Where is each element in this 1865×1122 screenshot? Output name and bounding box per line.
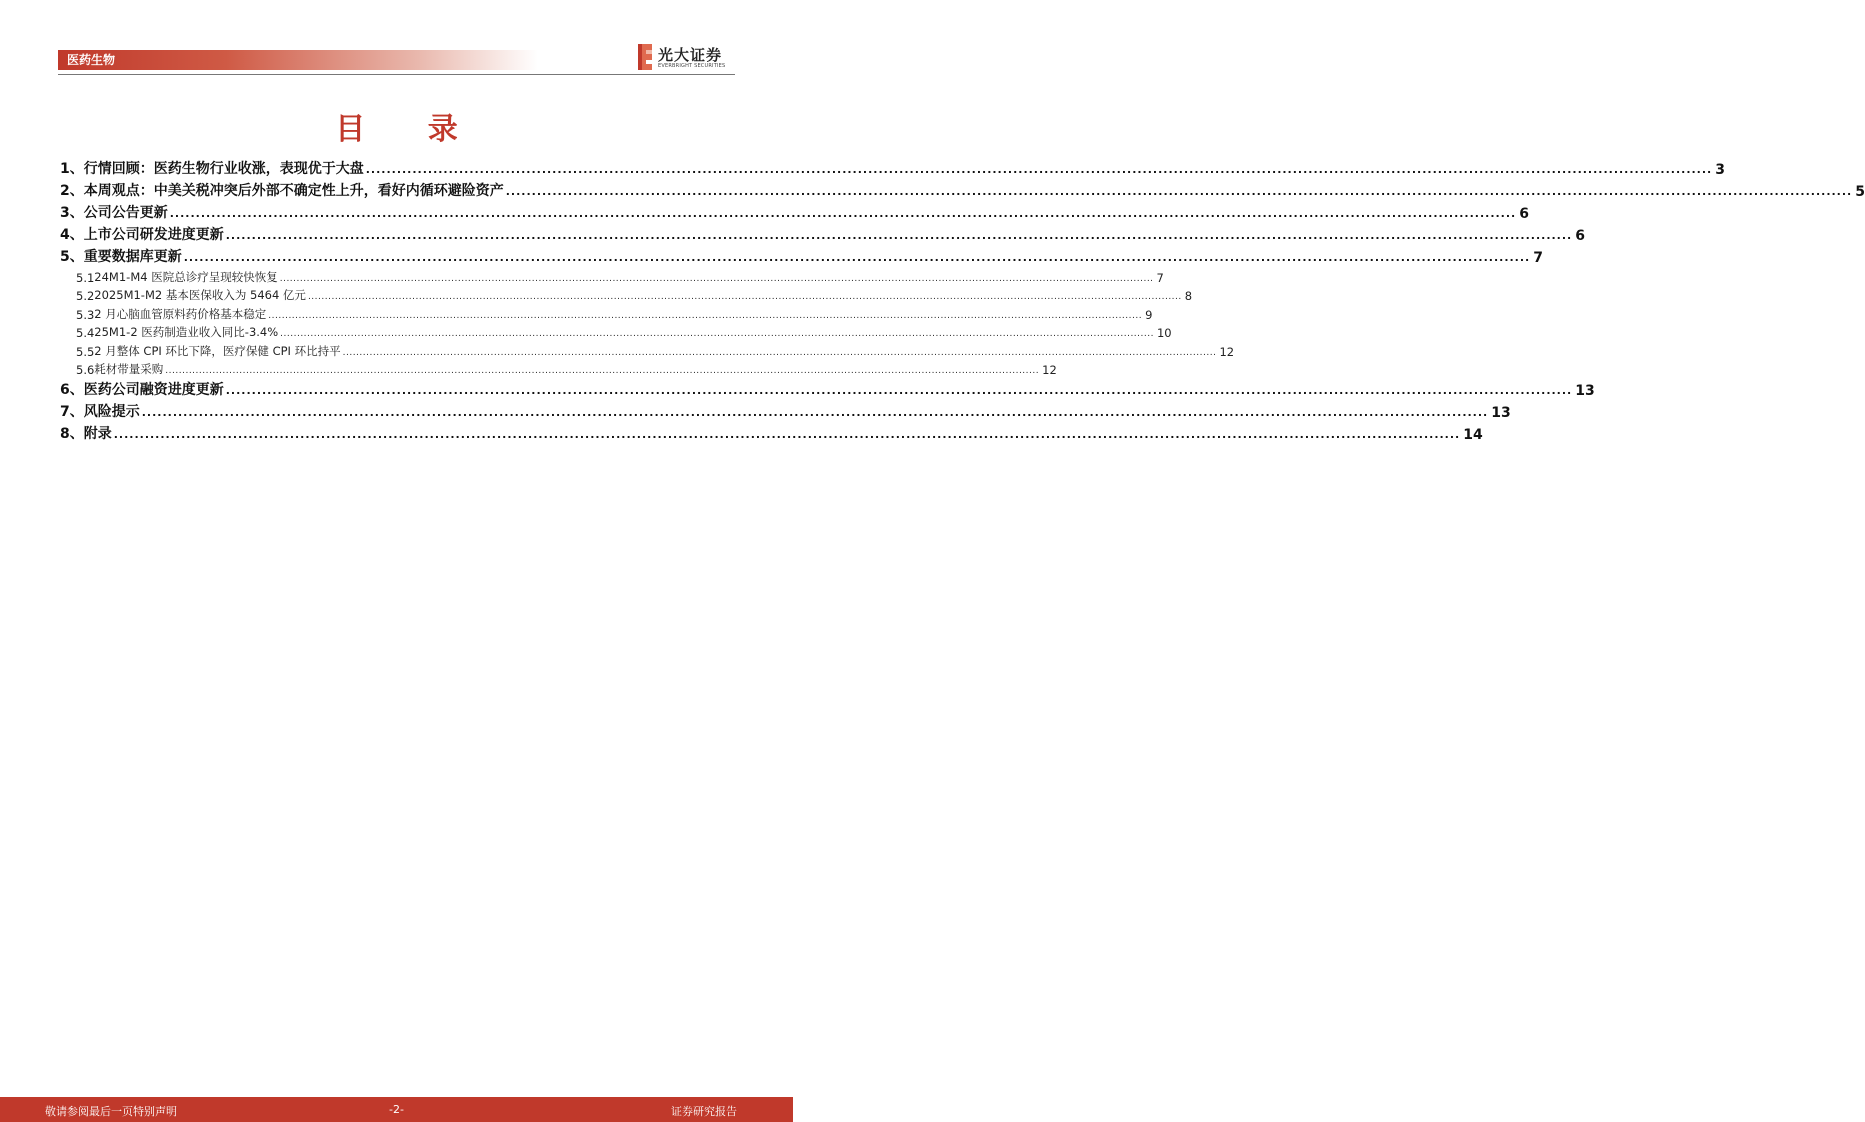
footer-report-type: 证券研究报告 (671, 1105, 737, 1118)
toc-leader: .................................................................................................................................................................................................................................................................... (268, 310, 1143, 321)
toc-page: 14 (1463, 427, 1483, 443)
toc-number: 4、 (60, 227, 84, 243)
toc-leader: .................................................................................................................................................................................................................................................................... (225, 384, 1573, 397)
toc-leader: .................................................................................................................................................................................................................................................................... (169, 207, 1517, 220)
toc-entry-4[interactable] (60, 222, 1585, 244)
toc-entry-5-5[interactable] (60, 340, 1235, 359)
toc-text: 附录 (83, 426, 112, 442)
toc-text: 2025M1-M2 基本医保收入为 5464 亿元 (94, 288, 306, 302)
table-of-contents (60, 156, 1865, 443)
toc-entry-5-3[interactable] (60, 303, 1153, 322)
header-band (58, 50, 538, 70)
toc-number: 1、 (60, 161, 84, 177)
toc-entry-5[interactable] (60, 244, 1543, 266)
toc-leader: .................................................................................................................................................................................................................................................................... (280, 329, 1154, 339)
toc-page: 9 (1145, 307, 1153, 322)
toc-page: 10 (1156, 326, 1172, 340)
toc-leader: .................................................................................................................................................................................................................................................................... (183, 251, 1531, 264)
toc-number: 2、 (60, 183, 84, 199)
toc-number: 6、 (60, 382, 84, 398)
toc-text: 2 月整体 CPI 环比下降，医疗保健 CPI 环比持平 (94, 343, 341, 358)
logo-mark-icon (636, 42, 656, 72)
toc-leader: .................................................................................................................................................................................................................................................................... (225, 229, 1573, 242)
toc-text: 医药公司融资进度更新 (83, 382, 224, 398)
toc-page: 6 (1575, 228, 1585, 244)
toc-number: 8、 (60, 426, 84, 442)
toc-text: 公司公告更新 (83, 205, 168, 221)
toc-page: 6 (1519, 206, 1529, 222)
toc-number: 5.6 (76, 363, 95, 377)
toc-leader: .................................................................................................................................................................................................................................................................... (365, 163, 1713, 176)
toc-text: 风险提示 (83, 404, 140, 420)
toc-entry-7[interactable] (60, 399, 1511, 421)
toc-page: 13 (1491, 405, 1511, 421)
toc-page: 12 (1219, 344, 1235, 359)
toc-number: 3、 (60, 205, 84, 221)
toc-page: 13 (1575, 383, 1595, 399)
toc-entry-8[interactable] (60, 421, 1483, 443)
toc-leader: .................................................................................................................................................................................................................................................................... (113, 428, 1461, 441)
toc-page: 7 (1533, 250, 1543, 266)
logo-chinese-name: 光大证券 (658, 46, 723, 64)
toc-leader: .................................................................................................................................................................................................................................................................... (165, 366, 1040, 376)
toc-number: 5.1 (76, 270, 95, 285)
header-divider (58, 74, 735, 75)
toc-entry-6[interactable] (60, 377, 1595, 399)
toc-text: 本周观点：中美关税冲突后外部不确定性上升，看好内循环避险资产 (83, 183, 504, 199)
logo-english-name: EVERBRIGHT SECURITIES (658, 63, 726, 69)
page-title: 目 录 (335, 112, 484, 147)
toc-number: 5.5 (76, 344, 95, 359)
section-label: 医药生物 (67, 53, 116, 67)
footer-bar (0, 1097, 793, 1122)
toc-entry-3[interactable] (60, 200, 1529, 222)
toc-leader: .................................................................................................................................................................................................................................................................... (307, 292, 1182, 302)
toc-text: 24M1-M4 医院总诊疗呈现较快恢复 (94, 269, 278, 284)
toc-entry-5-6[interactable] (60, 359, 1057, 378)
toc-number: 5.4 (76, 326, 95, 340)
toc-text: 上市公司研发进度更新 (83, 227, 224, 243)
toc-text: 行情回顾：医药生物行业收涨，表现优于大盘 (83, 161, 364, 177)
toc-entry-1[interactable] (60, 156, 1725, 178)
toc-text: 25M1-2 医药制造业收入同比-3.4% (94, 325, 279, 339)
toc-page: 8 (1184, 289, 1193, 303)
footer-disclaimer: 敬请参阅最后一页特别声明 (45, 1105, 177, 1118)
toc-page: 12 (1042, 363, 1057, 377)
toc-text: 重要数据库更新 (83, 249, 182, 265)
toc-page: 3 (1715, 162, 1725, 178)
toc-number: 5、 (60, 249, 84, 265)
company-logo (636, 42, 736, 72)
toc-text: 2 月心脑血管原料药价格基本稳定 (94, 306, 267, 321)
footer-page-number: -2- (389, 1103, 404, 1116)
toc-entry-5-4[interactable] (60, 322, 1172, 341)
toc-entry-2[interactable] (60, 178, 1865, 200)
toc-entry-5-1[interactable] (60, 266, 1164, 285)
toc-number: 5.3 (76, 307, 95, 322)
toc-leader: .................................................................................................................................................................................................................................................................... (141, 406, 1489, 419)
toc-leader: .................................................................................................................................................................................................................................................................... (279, 273, 1154, 284)
toc-entry-5-2[interactable] (60, 285, 1193, 304)
toc-number: 7、 (60, 404, 84, 420)
toc-leader: .................................................................................................................................................................................................................................................................... (342, 347, 1217, 358)
toc-text: 耗材带量采购 (94, 362, 164, 376)
toc-page: 7 (1156, 270, 1164, 285)
toc-page: 5 (1855, 184, 1865, 200)
toc-leader: .................................................................................................................................................................................................................................................................... (505, 185, 1853, 198)
toc-number: 5.2 (76, 289, 95, 303)
